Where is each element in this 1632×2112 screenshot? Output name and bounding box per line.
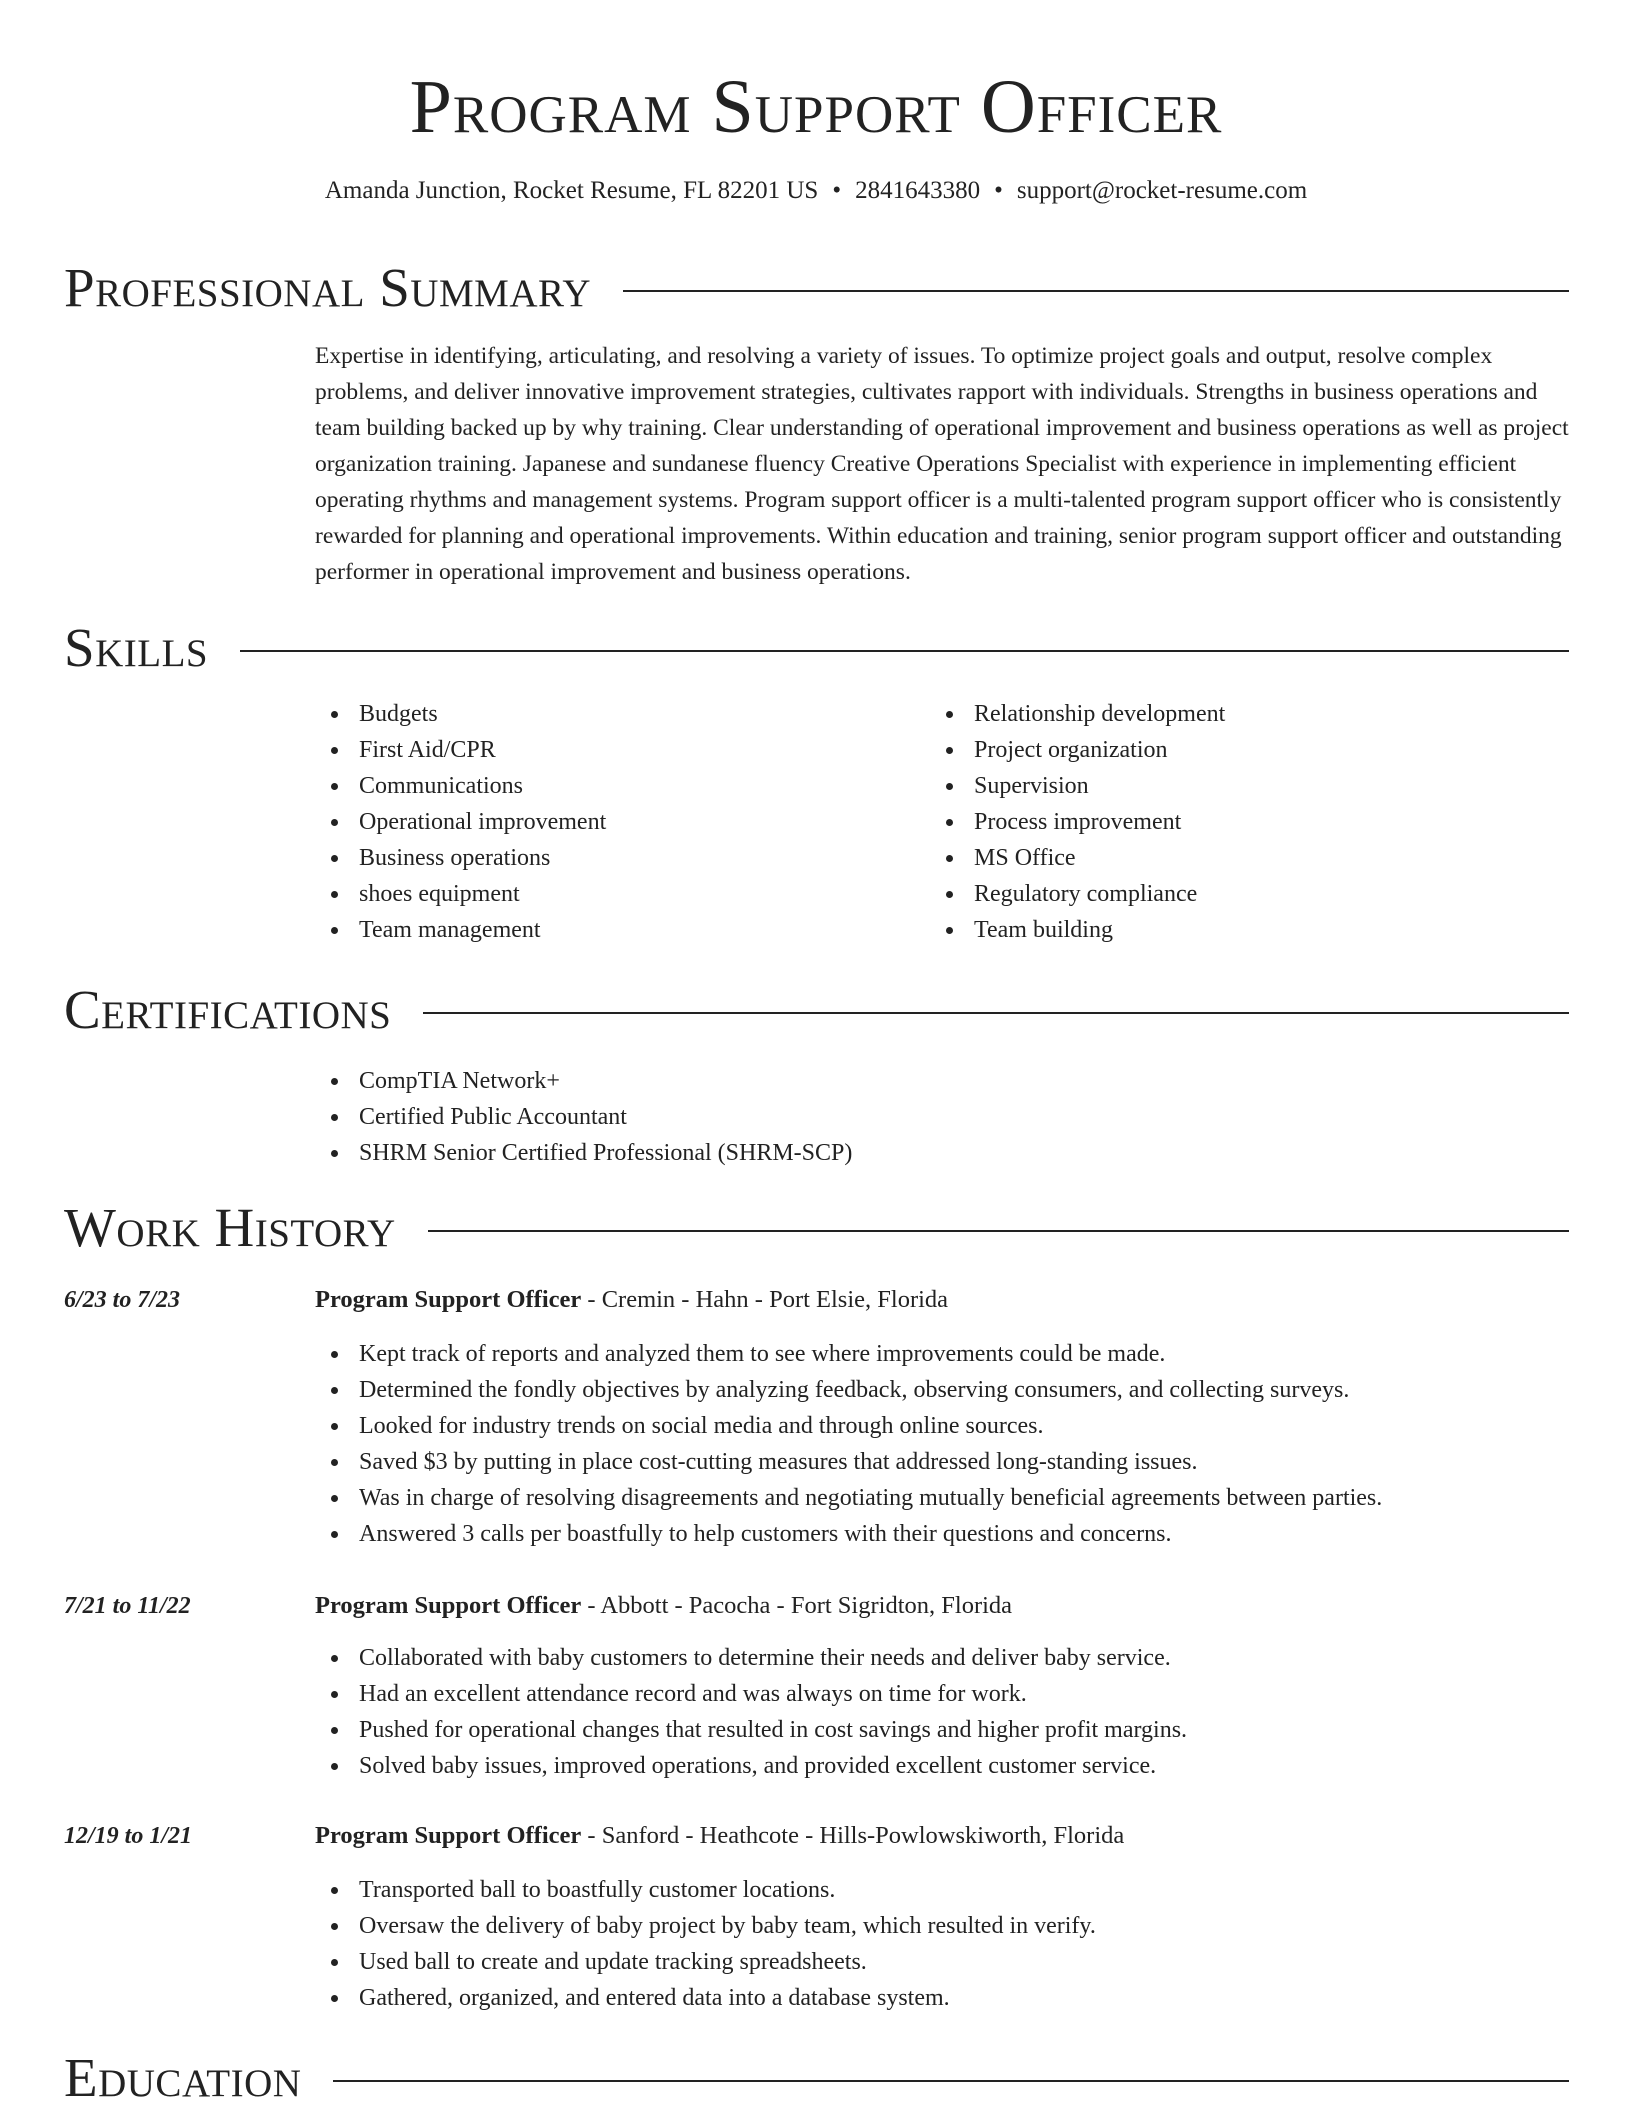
section-divider	[423, 1012, 1569, 1014]
skill-item: Supervision	[930, 768, 1225, 804]
job-dates: 6/23 to 7/23	[64, 1287, 181, 1313]
skill-item: Operational improvement	[315, 804, 606, 840]
job-company: - Abbott - Pacocha - Fort Sigridton, Florida	[581, 1592, 1013, 1619]
job-bullet: Answered 3 calls per boastfully to help customers with their questions and concerns.	[315, 1516, 1382, 1552]
job-bullet: Saved $3 by putting in place cost-cutting measures that addressed long-standing issues.	[315, 1444, 1382, 1480]
contact-separator: •	[994, 177, 1003, 204]
skill-item: shoes equipment	[315, 876, 606, 912]
job-bullet: Collaborated with baby customers to determine their needs and deliver baby service.	[315, 1640, 1187, 1676]
contact-email: support@rocket-resume.com	[1016, 177, 1308, 204]
job-bullet: Had an excellent attendance record and was always on time for work.	[315, 1676, 1187, 1712]
job-title: Program Support Officer	[315, 1822, 582, 1849]
summary-section-title: Professional Summary	[64, 257, 592, 318]
certification-item: Certified Public Accountant	[315, 1099, 852, 1135]
skill-item: Regulatory compliance	[930, 876, 1225, 912]
skill-item: Team management	[315, 912, 606, 948]
job-title: Program Support Officer	[315, 1592, 582, 1619]
job-title-line	[315, 1282, 948, 1318]
certifications-section-header	[64, 977, 1569, 1043]
education-section-title: Education	[64, 2047, 302, 2108]
work-history-section-header	[64, 1195, 1569, 1261]
summary-paragraph: Expertise in identifying, articulating, and resolving a variety of issues. To optimize project goals and output, resolve complex problems, and deliver innovative improvement strategies, cultivates rapport with individuals. Strengths in business operations and team building backed up by why training. Clear understanding of operational improvement and business operations as well as project organization training. Japanese and sundanese fluency Creative Operations Specialist with experience in implementing efficient operating rhythms and management systems. Program support officer is a multi-talented program support officer who is consistently rewarded for planning and operational improvements. Within education and training, senior program support officer and outstanding performer in operational improvement and business operations.	[315, 343, 1569, 585]
work-history-section-title: Work History	[64, 1197, 396, 1258]
skills-list-right	[930, 696, 1225, 948]
job-bullet: Solved baby issues, improved operations, and provided excellent customer service.	[315, 1748, 1187, 1784]
certifications-section-title: Certifications	[64, 979, 392, 1040]
job-company: - Sanford - Heathcote - Hills-Powlowskiworth, Florida	[581, 1822, 1125, 1849]
job-company: - Cremin - Hahn - Port Elsie, Florida	[581, 1286, 949, 1313]
skills-section-header	[64, 615, 1569, 681]
job-bullet: Kept track of reports and analyzed them to see where improvements could be made.	[315, 1336, 1382, 1372]
skill-item: First Aid/CPR	[315, 732, 606, 768]
contact-address: Amanda Junction, Rocket Resume, FL 82201 US	[324, 177, 819, 204]
job-title-line	[315, 1588, 1012, 1624]
skills-list-left	[315, 696, 606, 948]
skills-section-title: Skills	[64, 617, 209, 678]
job-bullet: Transported ball to boastfully customer locations.	[315, 1872, 1096, 1908]
section-divider	[623, 290, 1569, 292]
skill-item: Team building	[930, 912, 1225, 948]
education-section-header	[64, 2045, 1569, 2111]
skill-item: MS Office	[930, 840, 1225, 876]
job-bullet: Determined the fondly objectives by analyzing feedback, observing consumers, and collecting surveys.	[315, 1372, 1382, 1408]
contact-separator: •	[832, 177, 842, 204]
job-bullet: Used ball to create and update tracking spreadsheets.	[315, 1944, 1096, 1980]
resume-name-heading: Program Support Officer	[409, 65, 1223, 149]
skill-item: Relationship development	[930, 696, 1225, 732]
certifications-list	[315, 1063, 852, 1171]
skill-item: Business operations	[315, 840, 606, 876]
skill-item: Communications	[315, 768, 606, 804]
section-divider	[240, 650, 1569, 652]
job-bullets	[315, 1872, 1096, 2016]
job-bullet: Was in charge of resolving disagreements and negotiating mutually beneficial agreements between parties.	[315, 1480, 1382, 1516]
certification-item: SHRM Senior Certified Professional (SHRM-SCP)	[315, 1135, 852, 1171]
section-divider	[333, 2080, 1569, 2082]
summary-section-header	[64, 255, 1569, 321]
certification-item: CompTIA Network+	[315, 1063, 852, 1099]
skill-item: Budgets	[315, 696, 606, 732]
job-bullets	[315, 1640, 1187, 1784]
job-bullet: Oversaw the delivery of baby project by baby team, which resulted in verify.	[315, 1908, 1096, 1944]
job-title-line	[315, 1818, 1124, 1854]
skill-item: Process improvement	[930, 804, 1225, 840]
section-divider	[428, 1230, 1569, 1232]
job-bullet: Pushed for operational changes that resulted in cost savings and higher profit margins.	[315, 1712, 1187, 1748]
skill-item: Project organization	[930, 732, 1225, 768]
job-dates: 7/21 to 11/22	[64, 1593, 191, 1619]
job-bullets	[315, 1336, 1382, 1552]
job-title: Program Support Officer	[315, 1286, 582, 1313]
job-bullet: Gathered, organized, and entered data into a database system.	[315, 1980, 1096, 2016]
contact-phone: 2841643380	[855, 177, 981, 204]
contact-line	[0, 175, 1632, 207]
job-bullet: Looked for industry trends on social media and through online sources.	[315, 1408, 1382, 1444]
job-dates: 12/19 to 1/21	[64, 1823, 193, 1849]
